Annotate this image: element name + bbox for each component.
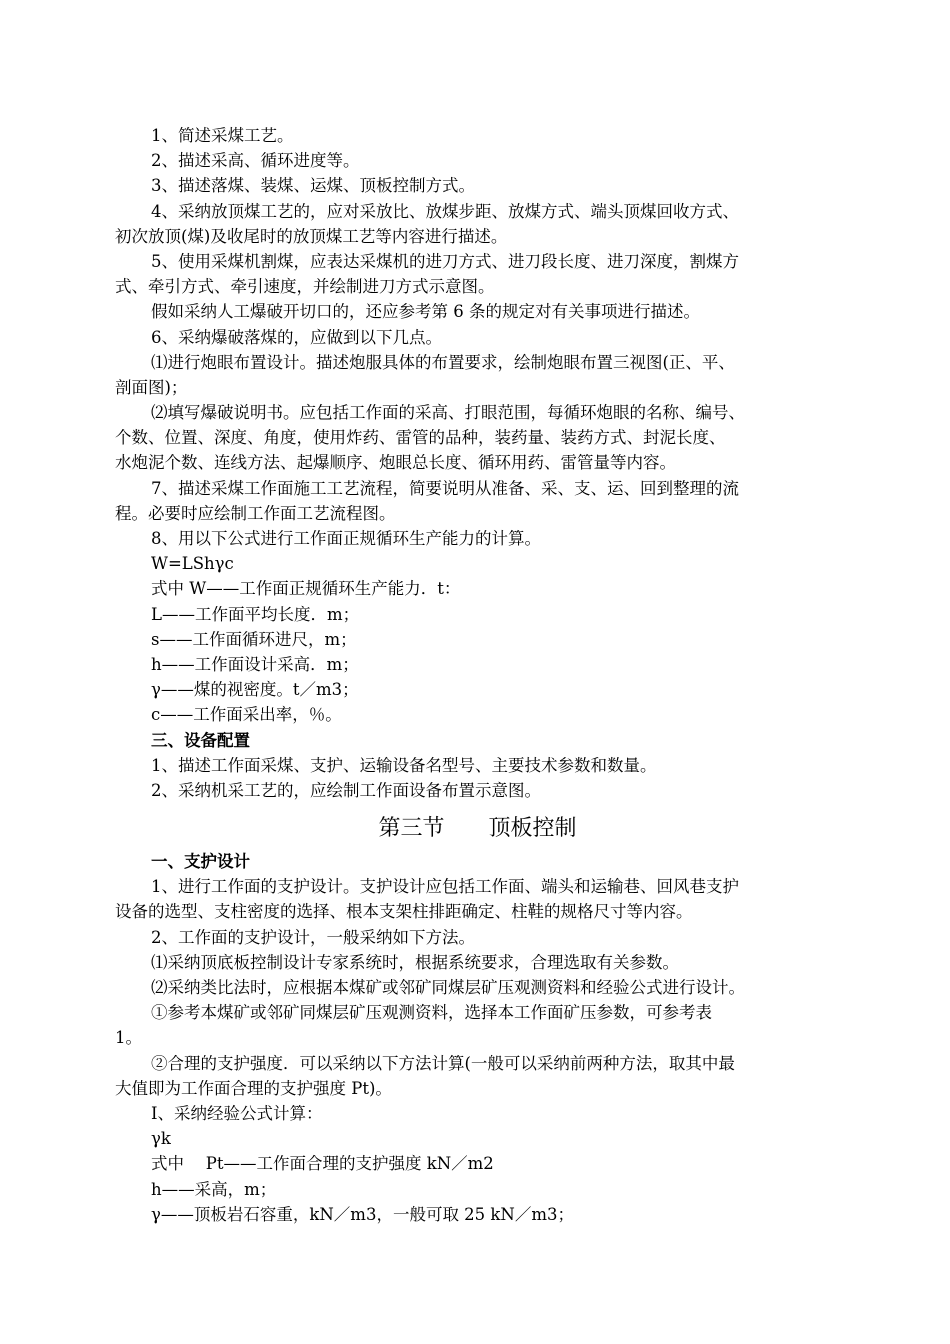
text-line: 8、用以下公式进行工作面正规循环生产能力的计算。 [151, 529, 541, 548]
text-line: ⑵填写爆破说明书。应包括工作面的采高、打眼范围，每循环炮眼的名称、编号、 [151, 403, 745, 423]
text-line: 3、描述落煤、装煤、运煤、顶板控制方式。 [151, 176, 475, 196]
section-heading: 三、设备配置 [151, 730, 250, 750]
text-line: γ——煤的视密度。t／m3； [151, 680, 359, 700]
text-line: 水炮泥个数、连线方法、起爆顺序、炮眼总长度、循环用药、雷管量等内容。 [115, 453, 676, 473]
text-line: 程。必要时应绘制工作面工艺流程图。 [115, 503, 396, 523]
text-line: 6、采纳爆破落煤的，应做到以下几点。 [151, 327, 442, 347]
text-line: 2、描述采高、循环进度等。 [151, 151, 360, 171]
document-body [115, 123, 840, 1227]
text-line: 初次放顶(煤)及收尾时的放顶煤工艺等内容进行描述。 [115, 226, 508, 246]
text-line: 1、描述工作面采煤、支护、运输设备名型号、主要技术参数和数量。 [151, 755, 657, 775]
text-line: 1、简述采煤工艺。 [151, 126, 294, 145]
text-line: 5、使用采煤机割煤，应表达采煤机的进刀方式、进刀段长度、进刀深度，割煤方 [151, 251, 739, 271]
text-line: c——工作面采出率，％。 [151, 705, 342, 725]
text-line: 设备的选型、支柱密度的选择、根本支架柱排距确定、柱鞋的规格尺寸等内容。 [115, 902, 693, 922]
text-line: ⑴采纳顶底板控制设计专家系统时，根据系统要求，合理选取有关参数。 [151, 952, 679, 972]
text-line: s——工作面循环进尺，m； [151, 629, 357, 649]
text-line: γ——顶板岩石容重，kN／m3，一般可取 25 kN／m3； [151, 1204, 575, 1224]
text-line: 大值即为工作面合理的支护强度 Pt)。 [115, 1078, 392, 1098]
text-line: 假如采纳人工爆破开切口的，还应参考第 6 条的规定对有关事项进行描述。 [151, 302, 700, 322]
section-title: 第三节 顶板控制 [378, 816, 577, 842]
text-line: 4、采纳放顶煤工艺的，应对采放比、放煤步距、放煤方式、端头顶煤回收方式、 [151, 201, 739, 221]
text-line: 2、工作面的支护设计，一般采纳如下方法。 [151, 927, 475, 947]
text-line: 1。 [115, 1028, 142, 1048]
text-line: W=LShγc [151, 554, 234, 574]
text-line: 个数、位置、深度、角度，使用炸药、雷管的品种，装药量、装药方式、封泥长度、 [115, 428, 726, 448]
section-heading: 一、支护设计 [151, 852, 250, 872]
text-line: ①参考本煤矿或邻矿同煤层矿压观测资料，选择本工作面矿压参数，可参考表 [151, 1003, 712, 1023]
text-line: 7、描述采煤工作面施工工艺流程，简要说明从准备、采、支、运、回到整理的流 [151, 478, 739, 498]
text-line: h——工作面设计采高．m； [151, 654, 359, 674]
text-line: 式中 W——工作面正规循环生产能力．t： [151, 579, 461, 599]
text-line: ②合理的支护强度．可以采纳以下方法计算(一般可以采纳前两种方法，取其中最 [151, 1053, 735, 1073]
text-line: 剖面图)； [115, 377, 188, 397]
text-line: 式中 Pt——工作面合理的支护强度 kN／m2 [151, 1154, 494, 1174]
text-line: 式、牵引方式、牵引速度，并绘制进刀方式示意图。 [115, 277, 495, 297]
text-line: Ⅰ、采纳经验公式计算： [151, 1103, 323, 1123]
text-line: L——工作面平均长度．m； [151, 604, 360, 624]
text-line: γk [151, 1129, 171, 1149]
text-line: ⑵采纳类比法时，应根据本煤矿或邻矿同煤层矿压观测资料和经验公式进行设计。 [151, 978, 745, 997]
text-line: 2、采纳机采工艺的，应绘制工作面设备布置示意图。 [151, 780, 541, 800]
text-line: h——采高，m； [151, 1179, 277, 1199]
text-line: 1、进行工作面的支护设计。支护设计应包括工作面、端头和运输巷、回风巷支护 [151, 877, 739, 897]
text-line: ⑴进行炮眼布置设计。描述炮服具体的布置要求，绘制炮眼布置三视图(正、平、 [151, 352, 735, 372]
